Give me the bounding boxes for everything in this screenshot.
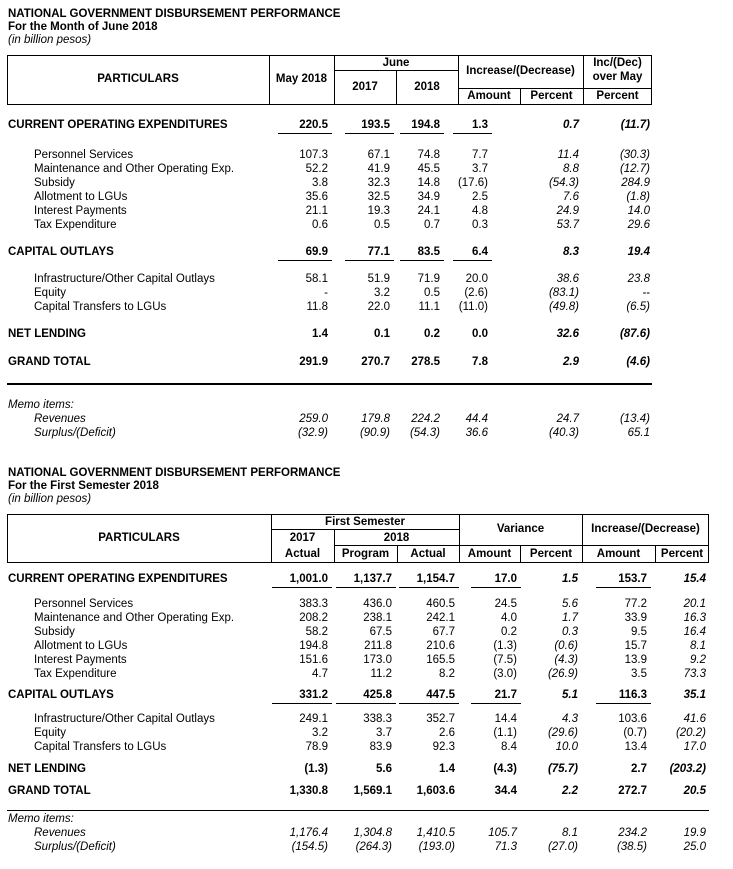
- table2-subtitle: For the First Semester 2018: [8, 480, 159, 492]
- memo-value: 65.1: [627, 427, 650, 439]
- cell-value: 8.1: [690, 640, 706, 652]
- cell-value: 116.3: [618, 689, 647, 701]
- cell-value: (1.3): [493, 640, 517, 652]
- cell-value: 2.7: [631, 763, 647, 775]
- t2-h-firstsem: First Semester: [325, 516, 405, 528]
- memo-label: Surplus/(Deficit): [34, 427, 116, 439]
- cell-value: 32.6: [556, 328, 579, 340]
- cell-value: (49.8): [548, 301, 579, 313]
- t1-h-particulars: PARTICULARS: [97, 73, 179, 85]
- row-label: CAPITAL OUTLAYS: [8, 689, 114, 701]
- cell-value: 3.5: [631, 668, 647, 680]
- cell-value: 51.9: [367, 273, 390, 285]
- cell-value: (12.7): [619, 163, 650, 175]
- row-label: CAPITAL OUTLAYS: [8, 246, 114, 258]
- value-underline: [399, 703, 459, 704]
- cell-value: -: [324, 287, 328, 299]
- cell-value: 272.7: [618, 785, 647, 797]
- t2-h-variance: Variance: [496, 523, 545, 535]
- table1-unit: (in billion pesos): [8, 34, 92, 46]
- value-underline: [278, 260, 332, 261]
- cell-value: 23.8: [627, 273, 650, 285]
- cell-value: 193.5: [361, 119, 390, 131]
- t2-h-2017: 2017: [289, 532, 316, 544]
- cell-value: 41.6: [683, 713, 706, 725]
- t1-h-overmay1: Inc/(Dec): [593, 57, 642, 69]
- cell-value: 13.4: [624, 741, 647, 753]
- cell-value: 21.7: [494, 689, 517, 701]
- cell-value: (26.9): [547, 668, 578, 680]
- memo-value: (13.4): [619, 413, 650, 425]
- row-label: NET LENDING: [8, 328, 86, 340]
- cell-value: 1.4: [439, 763, 455, 775]
- memo-value: 234.2: [618, 827, 647, 839]
- row-label: GRAND TOTAL: [8, 785, 91, 797]
- t2-h-actual1: Actual: [284, 548, 321, 560]
- cell-value: 8.2: [439, 668, 455, 680]
- cell-value: 34.9: [417, 191, 440, 203]
- cell-value: 0.2: [501, 626, 517, 638]
- value-underline: [399, 587, 459, 588]
- row-label: Interest Payments: [34, 205, 127, 217]
- cell-value: (11.7): [620, 119, 650, 131]
- cell-value: 11.8: [306, 301, 328, 313]
- table2-title: NATIONAL GOVERNMENT DISBURSEMENT PERFORMANCE: [8, 467, 341, 479]
- cell-value: 3.2: [374, 287, 390, 299]
- cell-value: 73.3: [683, 668, 706, 680]
- cell-value: 92.3: [432, 741, 455, 753]
- cell-value: 270.7: [361, 356, 390, 368]
- memo-title: Memo items:: [8, 813, 74, 825]
- cell-value: 1.7: [562, 612, 578, 624]
- cell-value: 58.1: [305, 273, 328, 285]
- t1-h-percent: Percent: [530, 90, 573, 102]
- t1-h-2017: 2017: [352, 81, 378, 93]
- value-underline: [471, 703, 521, 704]
- row-label: Interest Payments: [34, 654, 127, 666]
- cell-value: 3.7: [472, 163, 488, 175]
- t2-h-actual2: Actual: [410, 548, 446, 560]
- cell-value: 151.6: [299, 654, 328, 666]
- cell-value: 0.3: [562, 626, 578, 638]
- cell-value: 8.4: [501, 741, 517, 753]
- cell-value: (6.5): [626, 301, 650, 313]
- memo-value: (193.0): [418, 841, 455, 853]
- cell-value: 71.9: [417, 273, 440, 285]
- cell-value: 331.2: [299, 689, 328, 701]
- cell-value: 436.0: [363, 598, 392, 610]
- cell-value: 0.0: [472, 328, 488, 340]
- value-underline: [345, 133, 394, 134]
- cell-value: 352.7: [426, 713, 455, 725]
- cell-value: 7.7: [472, 149, 488, 161]
- cell-value: 14.0: [627, 205, 650, 217]
- value-underline: [453, 260, 492, 261]
- memo-value: 44.4: [465, 413, 488, 425]
- t2-h-amount2: Amount: [596, 548, 641, 560]
- cell-value: 5.6: [562, 598, 578, 610]
- cell-value: 1,330.8: [289, 785, 328, 797]
- cell-value: 103.6: [618, 713, 647, 725]
- cell-value: 4.3: [562, 713, 578, 725]
- cell-value: 67.1: [367, 149, 390, 161]
- memo-value: (90.9): [359, 427, 390, 439]
- t1-h-overmay2: over May: [592, 71, 643, 83]
- row-label: Equity: [34, 727, 66, 739]
- cell-value: 1.5: [562, 573, 578, 585]
- value-underline: [272, 587, 332, 588]
- cell-value: 4.7: [312, 668, 328, 680]
- cell-value: 74.8: [417, 149, 440, 161]
- cell-value: 78.9: [305, 741, 328, 753]
- cell-value: 8.8: [563, 163, 579, 175]
- cell-value: 0.5: [374, 219, 390, 231]
- value-underline: [596, 587, 651, 588]
- cell-value: 58.2: [305, 626, 328, 638]
- cell-value: 4.0: [501, 612, 517, 624]
- memo-value: (264.3): [355, 841, 392, 853]
- cell-value: 33.9: [624, 612, 647, 624]
- row-label: Capital Transfers to LGUs: [34, 301, 167, 313]
- cell-value: 83.9: [369, 741, 392, 753]
- memo-label: Revenues: [34, 413, 86, 425]
- t2-h-percent2: Percent: [660, 548, 704, 560]
- cell-value: 32.5: [367, 191, 390, 203]
- cell-value: 5.1: [562, 689, 578, 701]
- value-underline: [272, 703, 332, 704]
- cell-value: 20.5: [683, 785, 706, 797]
- row-label: CURRENT OPERATING EXPENDITURES: [8, 573, 228, 585]
- memo-title: Memo items:: [8, 399, 74, 411]
- row-label: Capital Transfers to LGUs: [34, 741, 167, 753]
- t1-h-incdec: Increase/(Decrease): [466, 65, 575, 77]
- cell-value: 220.5: [299, 119, 328, 131]
- cell-value: (1.1): [493, 727, 517, 739]
- cell-value: 29.6: [627, 219, 650, 231]
- cell-value: 20.1: [683, 598, 706, 610]
- cell-value: 194.8: [299, 640, 328, 652]
- value-underline: [471, 587, 521, 588]
- cell-value: 17.0: [683, 741, 706, 753]
- cell-value: 1,603.6: [416, 785, 455, 797]
- cell-value: (20.2): [675, 727, 706, 739]
- table2-bottom-rule: [7, 810, 709, 811]
- memo-value: 1,410.5: [416, 827, 455, 839]
- cell-value: 1.3: [472, 119, 488, 131]
- cell-value: 67.7: [432, 626, 455, 638]
- memo-value: (27.0): [547, 841, 578, 853]
- memo-value: 179.8: [361, 413, 390, 425]
- cell-value: 0.5: [424, 287, 440, 299]
- cell-value: 447.5: [426, 689, 455, 701]
- cell-value: 52.2: [305, 163, 328, 175]
- value-underline: [336, 587, 396, 588]
- row-label: Equity: [34, 287, 66, 299]
- cell-value: 0.3: [472, 219, 488, 231]
- cell-value: 242.1: [426, 612, 455, 624]
- cell-value: 22.0: [367, 301, 390, 313]
- row-label: CURRENT OPERATING EXPENDITURES: [8, 119, 228, 131]
- cell-value: (1.8): [626, 191, 650, 203]
- cell-value: 9.5: [631, 626, 647, 638]
- row-label: Infrastructure/Other Capital Outlays: [34, 273, 215, 285]
- cell-value: (17.6): [457, 177, 488, 189]
- cell-value: (29.6): [547, 727, 578, 739]
- t1-h-2018: 2018: [414, 81, 440, 93]
- cell-value: 1,001.0: [289, 573, 328, 585]
- cell-value: 4.8: [472, 205, 488, 217]
- table1-title: NATIONAL GOVERNMENT DISBURSEMENT PERFORMANCE: [8, 8, 341, 20]
- value-underline: [596, 703, 651, 704]
- cell-value: (7.5): [493, 654, 517, 666]
- memo-value: 71.3: [494, 841, 517, 853]
- cell-value: 69.9: [305, 246, 328, 258]
- cell-value: 208.2: [299, 612, 328, 624]
- cell-value: (3.0): [493, 668, 517, 680]
- memo-value: (38.5): [616, 841, 647, 853]
- memo-value: 1,176.4: [289, 827, 328, 839]
- value-underline: [336, 703, 396, 704]
- cell-value: 13.9: [624, 654, 647, 666]
- row-label: Personnel Services: [34, 598, 134, 610]
- t2-h-2018: 2018: [383, 532, 410, 544]
- cell-value: 21.1: [305, 205, 328, 217]
- cell-value: 6.4: [472, 246, 488, 258]
- row-label: Maintenance and Other Operating Exp.: [34, 163, 235, 175]
- cell-value: 34.4: [494, 785, 517, 797]
- cell-value: --: [642, 287, 650, 299]
- row-label: GRAND TOTAL: [8, 356, 91, 368]
- cell-value: 53.7: [556, 219, 579, 231]
- cell-value: 7.6: [563, 191, 579, 203]
- row-label: Subsidy: [34, 626, 75, 638]
- cell-value: (0.6): [554, 640, 578, 652]
- value-underline: [278, 133, 332, 134]
- cell-value: 15.4: [683, 573, 706, 585]
- cell-value: 45.5: [417, 163, 440, 175]
- cell-value: 10.0: [555, 741, 578, 753]
- memo-value: 259.0: [299, 413, 328, 425]
- row-label: Tax Expenditure: [34, 219, 117, 231]
- cell-value: 2.2: [562, 785, 578, 797]
- cell-value: 0.7: [563, 119, 579, 131]
- cell-value: (83.1): [548, 287, 579, 299]
- row-label: Infrastructure/Other Capital Outlays: [34, 713, 215, 725]
- cell-value: (4.3): [554, 654, 578, 666]
- cell-value: 19.3: [367, 205, 390, 217]
- cell-value: 2.5: [472, 191, 488, 203]
- cell-value: 24.1: [417, 205, 440, 217]
- cell-value: 249.1: [299, 713, 328, 725]
- row-label: Maintenance and Other Operating Exp.: [34, 612, 235, 624]
- cell-value: 77.2: [624, 598, 647, 610]
- memo-label: Revenues: [34, 827, 86, 839]
- cell-value: 338.3: [363, 713, 392, 725]
- memo-value: (54.3): [409, 427, 440, 439]
- cell-value: 19.4: [627, 246, 650, 258]
- memo-value: (32.9): [297, 427, 328, 439]
- cell-value: 11.4: [557, 149, 579, 161]
- cell-value: 15.7: [624, 640, 647, 652]
- cell-value: 3.8: [312, 177, 328, 189]
- cell-value: 173.0: [363, 654, 392, 666]
- cell-value: 9.2: [690, 654, 706, 666]
- cell-value: (203.2): [669, 763, 706, 775]
- memo-label: Surplus/(Deficit): [34, 841, 116, 853]
- cell-value: 11.1: [418, 301, 440, 313]
- memo-value: 25.0: [683, 841, 706, 853]
- cell-value: 35.1: [683, 689, 706, 701]
- table1-bottom-rule: [7, 383, 652, 385]
- table2-unit: (in billion pesos): [8, 493, 92, 505]
- value-underline: [400, 133, 444, 134]
- cell-value: 1,137.7: [353, 573, 392, 585]
- cell-value: 14.8: [417, 177, 440, 189]
- t1-h-june: June: [382, 57, 410, 69]
- row-label: Allotment to LGUs: [34, 191, 128, 203]
- cell-value: 1.4: [312, 328, 328, 340]
- cell-value: 2.9: [563, 356, 579, 368]
- cell-value: 38.6: [556, 273, 579, 285]
- t2-h-amount1: Amount: [467, 548, 512, 560]
- memo-value: (154.5): [291, 841, 328, 853]
- cell-value: 278.5: [411, 356, 440, 368]
- cell-value: 5.6: [376, 763, 392, 775]
- cell-value: 0.7: [424, 219, 440, 231]
- cell-value: 107.3: [299, 149, 328, 161]
- memo-value: 1,304.8: [353, 827, 392, 839]
- t1-h-percent2: Percent: [596, 90, 639, 102]
- cell-value: (1.3): [304, 763, 328, 775]
- cell-value: (11.0): [458, 301, 488, 313]
- cell-value: 0.1: [374, 328, 390, 340]
- cell-value: (0.7): [623, 727, 647, 739]
- value-underline: [345, 260, 394, 261]
- t2-h-percent1: Percent: [529, 548, 573, 560]
- memo-value: 19.9: [683, 827, 706, 839]
- cell-value: (87.6): [619, 328, 650, 340]
- cell-value: 11.2: [370, 668, 392, 680]
- cell-value: 460.5: [426, 598, 455, 610]
- cell-value: 3.2: [312, 727, 328, 739]
- row-label: Personnel Services: [34, 149, 134, 161]
- row-label: Allotment to LGUs: [34, 640, 128, 652]
- t1-h-may: May 2018: [275, 73, 328, 85]
- memo-value: 105.7: [488, 827, 517, 839]
- t2-h-particulars: PARTICULARS: [98, 532, 180, 544]
- cell-value: 0.6: [312, 219, 328, 231]
- memo-value: 24.7: [556, 413, 579, 425]
- cell-value: 2.6: [439, 727, 455, 739]
- cell-value: 32.3: [367, 177, 390, 189]
- cell-value: 41.9: [367, 163, 390, 175]
- cell-value: (2.6): [464, 287, 488, 299]
- cell-value: 0.2: [424, 328, 440, 340]
- cell-value: (54.3): [548, 177, 579, 189]
- table1-subtitle: For the Month of June 2018: [8, 21, 158, 33]
- t2-h-program: Program: [341, 548, 390, 560]
- cell-value: 1,154.7: [416, 573, 455, 585]
- value-underline: [453, 133, 492, 134]
- cell-value: 17.0: [494, 573, 517, 585]
- memo-value: (40.3): [548, 427, 579, 439]
- cell-value: 8.3: [563, 246, 579, 258]
- cell-value: 24.5: [494, 598, 517, 610]
- cell-value: 165.5: [426, 654, 455, 666]
- cell-value: 14.4: [494, 713, 517, 725]
- row-label: Tax Expenditure: [34, 668, 117, 680]
- cell-value: (4.6): [626, 356, 650, 368]
- row-label: Subsidy: [34, 177, 75, 189]
- cell-value: 211.8: [364, 640, 392, 652]
- memo-value: 224.2: [411, 413, 440, 425]
- row-label: NET LENDING: [8, 763, 86, 775]
- cell-value: (30.3): [619, 149, 650, 161]
- cell-value: 153.7: [618, 573, 647, 585]
- memo-value: 36.6: [465, 427, 488, 439]
- cell-value: 1,569.1: [353, 785, 392, 797]
- cell-value: 7.8: [472, 356, 488, 368]
- cell-value: 284.9: [621, 177, 650, 189]
- cell-value: 83.5: [417, 246, 440, 258]
- cell-value: 20.0: [465, 273, 488, 285]
- cell-value: 291.9: [299, 356, 328, 368]
- cell-value: (4.3): [493, 763, 517, 775]
- cell-value: 16.4: [683, 626, 706, 638]
- memo-value: 8.1: [562, 827, 578, 839]
- t2-h-incdec: Increase/(Decrease): [591, 523, 700, 535]
- cell-value: 425.8: [363, 689, 392, 701]
- cell-value: 238.1: [363, 612, 392, 624]
- cell-value: 3.7: [376, 727, 392, 739]
- cell-value: 16.3: [683, 612, 706, 624]
- cell-value: 67.5: [369, 626, 392, 638]
- cell-value: 24.9: [556, 205, 579, 217]
- cell-value: 35.6: [305, 191, 328, 203]
- cell-value: (75.7): [547, 763, 578, 775]
- t1-h-amount: Amount: [467, 90, 511, 102]
- cell-value: 194.8: [411, 119, 440, 131]
- cell-value: 77.1: [367, 246, 390, 258]
- cell-value: 383.3: [299, 598, 328, 610]
- cell-value: 210.6: [426, 640, 455, 652]
- value-underline: [400, 260, 444, 261]
